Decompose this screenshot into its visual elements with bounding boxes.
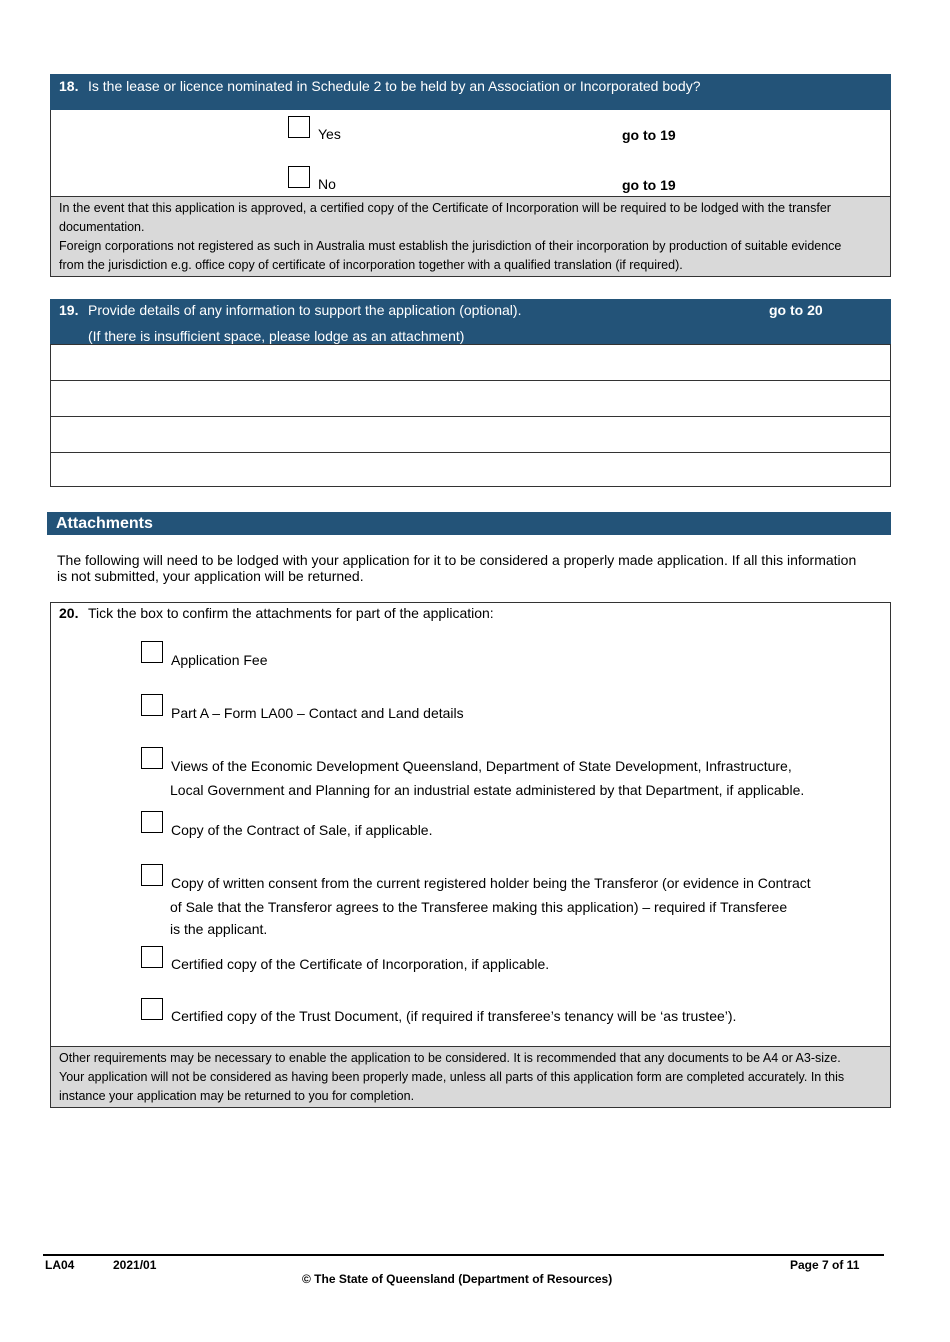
q20-item-label: Copy of the Contract of Sale, if applicable. xyxy=(171,822,433,838)
q18-question: Is the lease or licence nominated in Schedule 2 to be held by an Association or Incorporated body? xyxy=(88,78,701,94)
q18-yes-goto: go to 19 xyxy=(622,127,676,143)
q20-checkbox-certificate-incorporation[interactable] xyxy=(141,946,163,968)
q20-note-line: Other requirements may be necessary to enable the application to be considered. It is recommended that any documents to be A4 or A3-size. xyxy=(59,1051,841,1065)
q19-question: Provide details of any information to support the application (optional). xyxy=(88,302,522,318)
q20-checkbox-part-a[interactable] xyxy=(141,694,163,716)
q19-subtext: (If there is insufficient space, please lodge as an attachment) xyxy=(88,328,465,344)
q19-number: 19. xyxy=(59,302,79,318)
q20-checkbox-application-fee[interactable] xyxy=(141,641,163,663)
q20-question: Tick the box to confirm the attachments for part of the application: xyxy=(88,605,494,621)
q20-item-label: Application Fee xyxy=(171,652,268,668)
q20-note-line: instance your application may be returned to you for completion. xyxy=(59,1089,415,1103)
q19-line-3[interactable] xyxy=(51,416,890,452)
q20-item-label: Part A – Form LA00 – Contact and Land details xyxy=(171,705,464,721)
q18-number: 18. xyxy=(59,78,79,94)
q20-item-label: Local Government and Planning for an industrial estate administered by that Department, if applicable. xyxy=(170,782,805,798)
footer-form-code: LA04 xyxy=(45,1258,75,1272)
q18-no-goto: go to 19 xyxy=(622,177,676,193)
q19-line-1[interactable] xyxy=(51,345,890,380)
footer-copyright: © The State of Queensland (Department of Resources) xyxy=(302,1272,613,1286)
q18-note-line: In the event that this application is approved, a certified copy of the Certificate of Incorporation will be required to be lodged with the transfer xyxy=(59,201,831,215)
q20-item-label: is the applicant. xyxy=(170,921,268,937)
q18-note-line: from the jurisdiction e.g. office copy of certificate of incorporation together with a qualified translation (if required). xyxy=(59,258,683,272)
q19-line-4[interactable] xyxy=(51,452,890,487)
q18-yes-checkbox[interactable] xyxy=(288,116,310,138)
attachments-intro xyxy=(57,552,891,584)
attachments-heading-bar xyxy=(47,512,891,535)
q20-item-label: Views of the Economic Development Queensland, Department of State Development, Infrastructure, xyxy=(171,758,792,774)
q20-item-label: Copy of written consent from the current registered holder being the Transferor (or evidence in Contract xyxy=(171,875,811,891)
q20-note xyxy=(50,1046,891,1108)
q19-header xyxy=(50,299,891,344)
footer-page-number: Page 7 of 11 xyxy=(790,1258,860,1272)
q18-no-checkbox[interactable] xyxy=(288,166,310,188)
q19-goto: go to 20 xyxy=(769,302,823,318)
attachments-intro-line: is not submitted, your application will be returned. xyxy=(57,568,364,584)
q20-box xyxy=(50,602,891,1047)
q18-no-label: No xyxy=(318,176,336,192)
q20-item-label: of Sale that the Transferor agrees to the Transferee making this application) – required if Transferee xyxy=(170,899,788,915)
q20-note-line: Your application will not be considered as having been properly made, unless all parts of this application form are completed accurately. In this xyxy=(59,1070,845,1084)
q18-header xyxy=(50,74,891,110)
q20-checkbox-views-edq[interactable] xyxy=(141,747,163,769)
q19-line-2[interactable] xyxy=(51,380,890,416)
q18-note xyxy=(50,196,891,277)
q20-checkbox-written-consent[interactable] xyxy=(141,864,163,886)
attachments-intro-line: The following will need to be lodged with your application for it to be considered a properly made application. If all this information xyxy=(57,552,857,568)
q20-number: 20. xyxy=(59,605,79,621)
q20-checkbox-trust-document[interactable] xyxy=(141,998,163,1020)
q18-options-box xyxy=(50,110,891,197)
q20-checkbox-contract-of-sale[interactable] xyxy=(141,811,163,833)
q18-note-line: Foreign corporations not registered as such in Australia must establish the jurisdiction of their incorporation by production of suitable evidence xyxy=(59,239,842,253)
footer-rule xyxy=(43,1254,884,1256)
q20-item-label: Certified copy of the Trust Document, (if required if transferee’s tenancy will be ‘as trustee’). xyxy=(171,1008,737,1024)
q19-input-box xyxy=(50,344,891,487)
q20-item-label: Certified copy of the Certificate of Incorporation, if applicable. xyxy=(171,956,550,972)
q18-note-line: documentation. xyxy=(59,220,145,234)
footer-version: 2021/01 xyxy=(113,1258,157,1272)
attachments-heading: Attachments xyxy=(56,515,153,532)
q18-yes-label: Yes xyxy=(318,126,341,142)
